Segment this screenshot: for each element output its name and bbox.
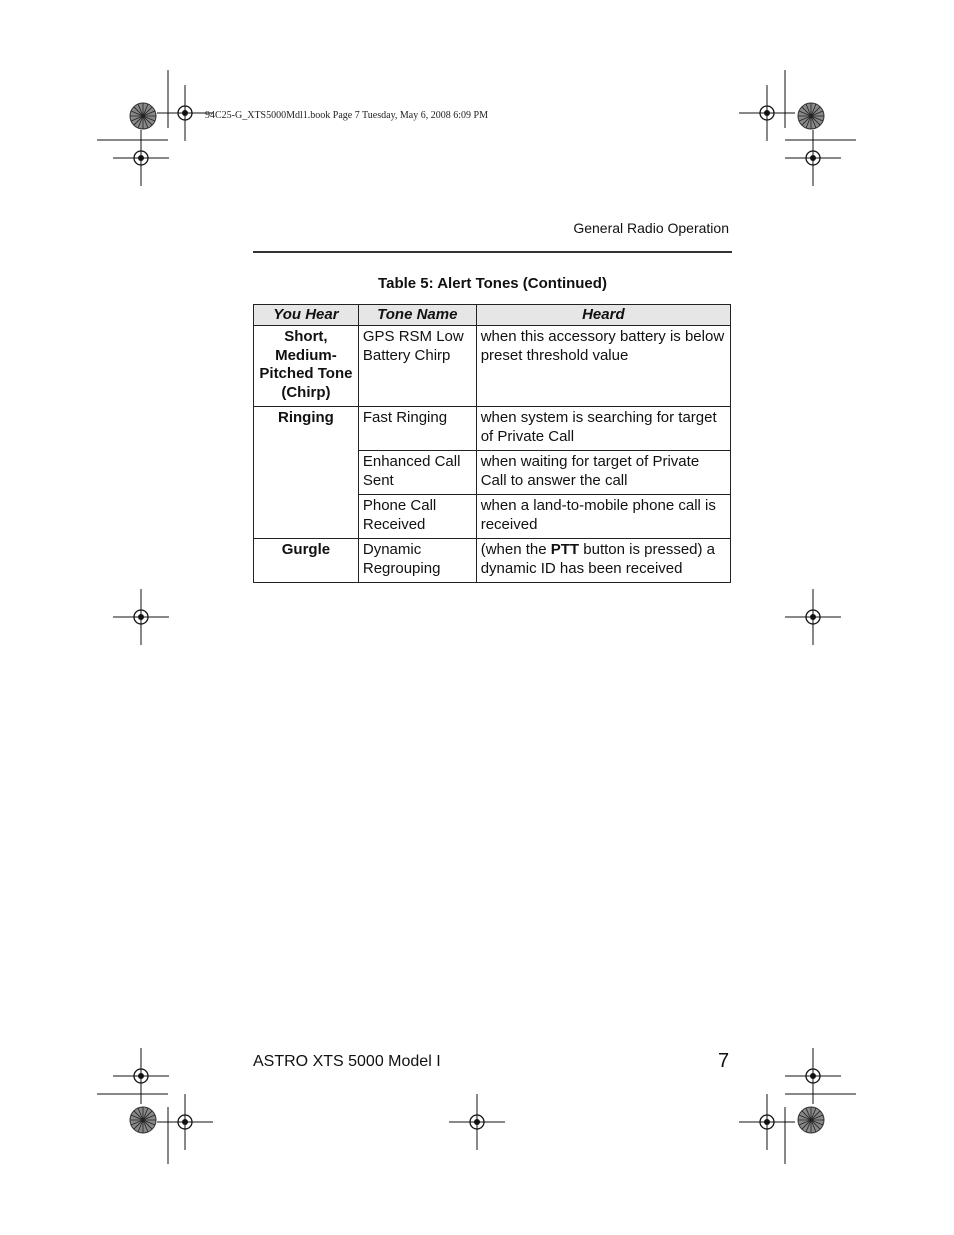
table-title: Table 5: Alert Tones (Continued) (378, 275, 607, 292)
footer-title: ASTRO XTS 5000 Model I (253, 1053, 441, 1070)
you-hear-cell: Gurgle (254, 539, 359, 583)
column-header-heard: Heard (476, 305, 730, 326)
running-header: General Radio Operation (573, 220, 729, 236)
tone-name-cell: Enhanced Call Sent (358, 451, 476, 495)
table-header-row (254, 305, 731, 326)
tone-name-cell: GPS RSM Low Battery Chirp (358, 326, 476, 407)
tone-name-cell: Fast Ringing (358, 407, 476, 451)
header-rule (253, 251, 732, 253)
heard-cell: when system is searching for target of Private Call (476, 407, 730, 451)
table-row (254, 407, 731, 451)
tone-name-cell: Dynamic Regrouping (358, 539, 476, 583)
heard-cell: when this accessory battery is below preset threshold value (476, 326, 730, 407)
print-info-line: 94C25-G_XTS5000Mdl1.book Page 7 Tuesday, May 6, 2008 6:09 PM (205, 110, 488, 121)
column-header-tone-name: Tone Name (358, 305, 476, 326)
ptt-button-label: PTT (550, 541, 580, 558)
you-hear-cell: Ringing (254, 407, 359, 539)
heard-cell: when waiting for target of Private Call to answer the call (476, 451, 730, 495)
heard-text-pre: (when the (480, 541, 551, 558)
tone-name-cell: Phone Call Received (358, 495, 476, 539)
alert-tones-table (253, 304, 731, 583)
column-header-you-hear: You Hear (254, 305, 359, 326)
heard-cell: when a land-to-mobile phone call is received (476, 495, 730, 539)
you-hear-cell: Short, Medium-Pitched Tone (Chirp) (254, 326, 359, 407)
page-number: 7 (718, 1050, 730, 1072)
heard-text-post: button is pressed) a dynamic ID has been received (480, 541, 716, 577)
heard-cell (476, 539, 730, 583)
table-row (254, 326, 731, 407)
table-row (254, 539, 731, 583)
